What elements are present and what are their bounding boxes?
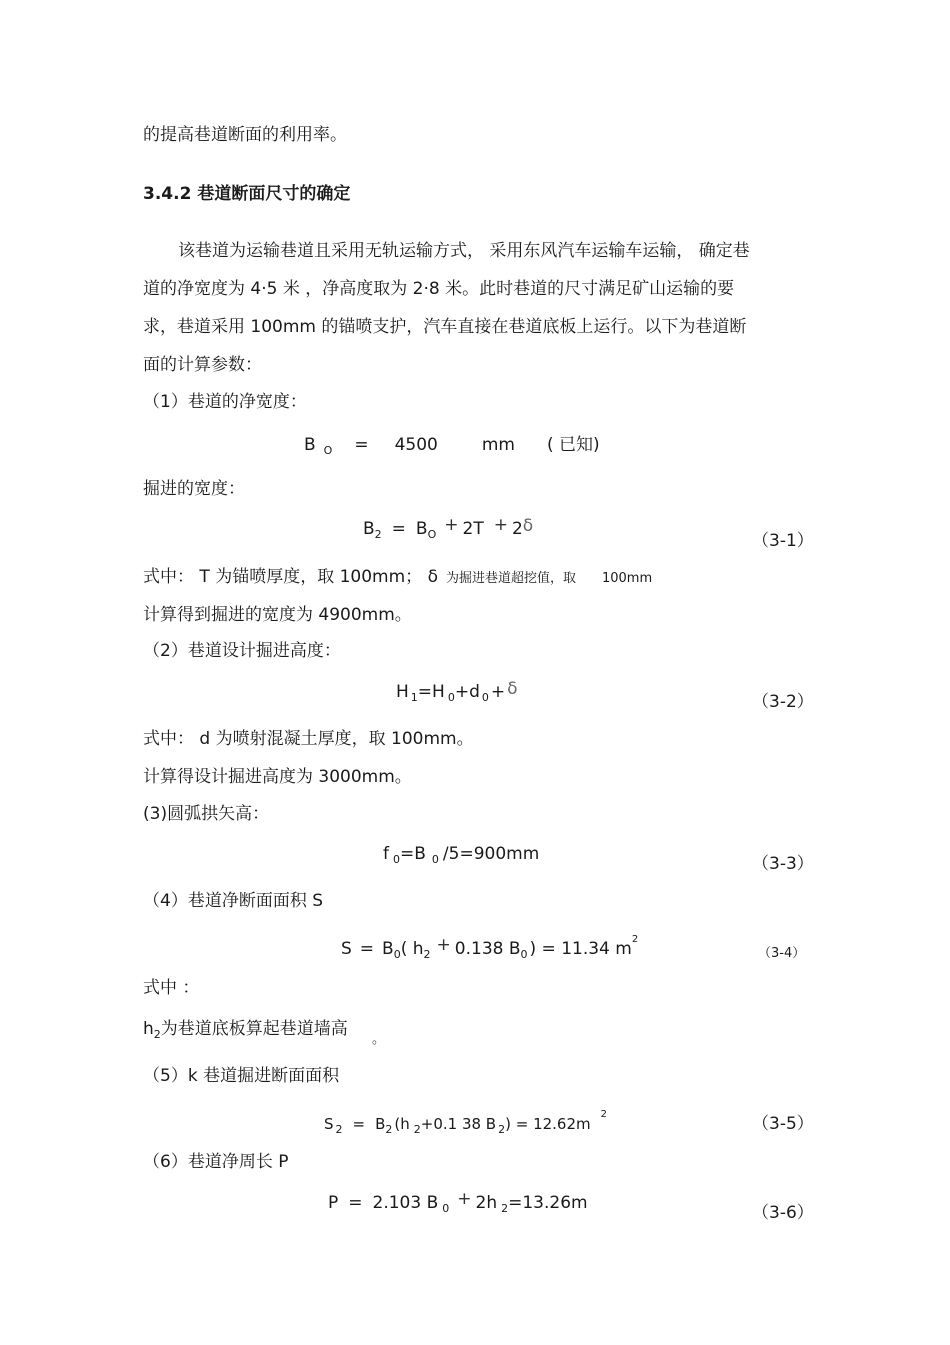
- eq-number-3-6: （3-6）: [752, 1203, 814, 1223]
- eq35-sup: 2: [600, 1109, 607, 1120]
- h2-symbol: h: [143, 1019, 154, 1039]
- eq31-equals: =: [391, 519, 406, 539]
- eq35-sub2d: 2: [498, 1123, 506, 1136]
- equation-3-5: [324, 1110, 607, 1135]
- eq32-plus: +: [490, 682, 506, 702]
- eq-b0-value: 4500: [394, 435, 438, 455]
- equation-3-3: [383, 846, 539, 865]
- intro-line-4: 面的计算参数：: [143, 355, 262, 375]
- dig-width-label: 掘进的宽度：: [143, 479, 245, 499]
- eq33-mid: =B: [400, 844, 426, 864]
- intro-line-1: 该巷道为运输巷道且采用无轨运输方式， 采用东风汽车运输车运输， 确定巷: [178, 241, 750, 261]
- eq34-mid: 0.138 B: [454, 939, 521, 959]
- eq34-sub2: 2: [423, 948, 431, 961]
- eq34-sub0b: 0: [520, 948, 528, 961]
- h2-period: 。: [372, 1032, 386, 1047]
- intro-line-2: 道的净宽度为 4·5 米 ，净高度取为 2·8 米。此时巷道的尺寸满足矿山运输的要: [143, 279, 735, 299]
- item-2-heading: （2）巷道设计掘进高度：: [143, 641, 341, 661]
- eq31-2t: 2T: [462, 519, 484, 539]
- where31-text-c: 100mm: [601, 571, 653, 586]
- h2-definition: [143, 1021, 348, 1040]
- eq31-b0: B: [415, 519, 428, 539]
- eq31-plus2: +: [493, 515, 508, 535]
- eq-b0-equals: =: [354, 435, 369, 455]
- eq32-equals: =: [417, 682, 433, 702]
- eq32-h: H: [396, 682, 409, 702]
- eq-b0-sub: O: [323, 444, 333, 457]
- eq-number-3-5: （3-5）: [752, 1114, 814, 1134]
- where-3-1: [143, 569, 652, 586]
- where31-text-b: 为掘进巷道超挖值，取: [445, 571, 576, 586]
- paragraph-continuation: 的提高巷道断面的利用率。: [143, 125, 347, 145]
- eq-number-3-1: （3-1）: [752, 531, 814, 551]
- eq31-plus1: +: [444, 515, 459, 535]
- item-6-heading: （6）巷道净周长 P: [143, 1152, 289, 1172]
- calc-width: 计算得到掘进的宽度为 4900mm。: [143, 605, 412, 625]
- equation-3-1: [363, 515, 534, 541]
- eq32-plus-d: +d: [454, 682, 480, 702]
- eq32-delta: δ: [507, 679, 518, 699]
- equation-3-6: [328, 1189, 588, 1215]
- eq35-open: (h: [394, 1115, 410, 1133]
- eq31-b2: B: [363, 519, 375, 539]
- eq36-sub0: 0: [442, 1202, 450, 1215]
- eq36-coef: 2.103 B: [372, 1193, 439, 1213]
- eq36-p: P: [328, 1193, 339, 1213]
- eq32-sub1: 1: [410, 691, 418, 704]
- eq31-sub-o: O: [427, 528, 437, 541]
- eq34-b: B: [382, 939, 394, 959]
- item-1-heading: （1）巷道的净宽度：: [143, 392, 307, 412]
- eq31-two: 2: [511, 519, 523, 539]
- eq33-f: f: [383, 844, 389, 864]
- eq35-sub2b: 2: [385, 1123, 393, 1136]
- eq35-sub2: 2: [335, 1123, 343, 1136]
- eq34-sup: 2: [631, 934, 639, 945]
- h2-text: 为巷道底板算起巷道墙高: [160, 1019, 348, 1039]
- eq34-open: ( h: [400, 939, 424, 959]
- item-4-heading: （4）巷道净断面面积 S: [143, 891, 324, 911]
- eq35-mid: +0.1 38 B: [420, 1115, 497, 1133]
- where-3-4: 式中 ：: [143, 978, 200, 998]
- eq-b0-unit: mm: [481, 435, 515, 455]
- item-3-heading: (3)圆弧拱矢高：: [143, 804, 270, 824]
- where31-text-a: 式中： T 为锚喷厚度，取 100mm； δ: [143, 567, 438, 587]
- eq35-close: ) = 12.62m: [505, 1115, 591, 1133]
- eq-number-3-3: （3-3）: [752, 854, 814, 874]
- intro-line-3: 求，巷道采用 100mm 的锚喷支护，汽车直接在巷道底板上运行。以下为巷道断: [143, 317, 747, 337]
- eq34-equals: =: [359, 939, 375, 959]
- eq36-2h: 2h: [475, 1193, 498, 1213]
- eq31-sub2: 2: [374, 528, 382, 541]
- eq35-b: B: [375, 1115, 386, 1133]
- eq36-rest: =13.26m: [508, 1193, 588, 1213]
- eq34-sub0: 0: [393, 948, 401, 961]
- eq-b0-lhs: B: [304, 435, 316, 455]
- section-heading: 3.4.2 巷道断面尺寸的确定: [143, 184, 351, 204]
- eq32-h0: H: [432, 682, 445, 702]
- eq34-s: S: [341, 939, 352, 959]
- eq36-equals: =: [348, 1193, 363, 1213]
- where-3-2: 式中： d 为喷射混凝土厚度，取 100mm。: [143, 729, 474, 749]
- eq31-delta: δ: [522, 516, 534, 536]
- eq33-sub0b: 0: [431, 853, 439, 866]
- eq36-sub2: 2: [501, 1202, 509, 1215]
- equation-3-4: [341, 935, 638, 960]
- eq34-close: ) = 11.34 m: [529, 939, 632, 959]
- calc-height: 计算得设计掘进高度为 3000mm。: [143, 767, 412, 787]
- item-5-heading: （5）k 巷道掘进断面面积: [143, 1066, 340, 1086]
- eq35-equals: =: [352, 1115, 366, 1133]
- eq-number-3-4: （3-4）: [758, 946, 806, 961]
- eq35-s: S: [324, 1115, 334, 1133]
- eq35-sub2c: 2: [413, 1123, 421, 1136]
- eq34-plus: +: [436, 935, 451, 955]
- equation-b0: [304, 437, 600, 456]
- equation-3-2: [396, 679, 518, 704]
- eq-b0-note: ( 已知): [546, 435, 600, 455]
- eq32-sub0b: 0: [481, 691, 489, 704]
- eq33-sub0: 0: [393, 853, 400, 866]
- eq-number-3-2: （3-2）: [752, 692, 814, 712]
- eq36-plus: +: [457, 1189, 472, 1209]
- h2-sub: 2: [153, 1028, 161, 1041]
- eq32-sub0: 0: [447, 691, 455, 704]
- eq33-rest: /5=900mm: [442, 844, 540, 864]
